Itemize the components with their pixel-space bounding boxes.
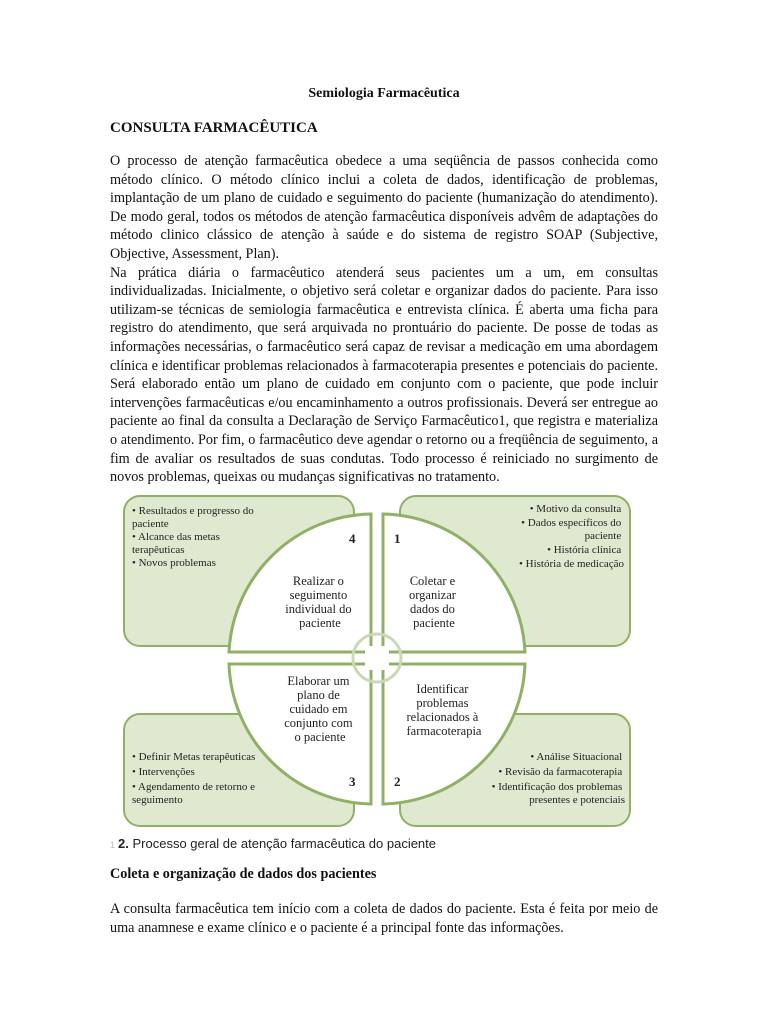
paragraph-1: O processo de atenção farmacêutica obedece a uma seqüência de passos conhecida como método clínico. O método clínico inclui a coleta de dados, identificação de problemas, implantação de um plano de cuidado e seguimento do paciente (humanização do atendimento). De modo geral, todos os métodos de atenção farmacêutica disponíveis advêm de adaptações do método clinico clássico de atenção à saúde e do sistema de registro SOAP (Subjective, Objective, Assessment, Plan). xyxy=(110,153,658,262)
caption-number: 2. xyxy=(118,836,129,851)
caption-prefix: 1 xyxy=(110,840,116,850)
quadrant-4-number: 4 xyxy=(349,531,356,546)
figure-caption xyxy=(110,836,436,851)
quadrant-4-label: Realizar o seguimento individual do paciente xyxy=(285,574,352,630)
quadrant-3-label: Elaborar um plano de cuidado em conjunto com o paciente xyxy=(284,674,353,744)
section-heading: CONSULTA FARMACÊUTICA xyxy=(110,120,318,136)
box-bottom-right-text: • Análise Situacional • Revisão da farmacoterapia • Identificação dos problemas presentes e potenciais xyxy=(491,751,625,806)
caption-text: Processo geral de atenção farmacêutica do paciente xyxy=(132,836,437,851)
paragraph-3: A consulta farmacêutica tem início com a coleta de dados do paciente. Esta é feita por meio de uma anamnese e exame clínico e o paciente é a principal fonte das informações. xyxy=(110,901,658,936)
quadrant-1-label: Coletar e organizar dados do paciente xyxy=(408,574,456,630)
process-diagram xyxy=(110,488,658,833)
document-title: Semiologia Farmacêutica xyxy=(308,86,460,101)
box-bottom-left-text: • Definir Metas terapêuticas • Intervenções • Agendamento de retorno e seguimento xyxy=(132,751,256,806)
body-text xyxy=(110,152,658,487)
quadrant-3-number: 3 xyxy=(349,774,356,789)
quadrant-2-label: Identificar problemas relacionados à farmacoterapia xyxy=(406,682,482,738)
quadrant-1-number: 1 xyxy=(394,531,401,546)
paragraph-2: Na prática diária o farmacêutico atenderá seus pacientes um a um, em consultas individualizadas. Inicialmente, o objetivo será coletar e organizar dados do paciente. Para isso utilizam-se técnicas de semiologia farmacêutica e entrevista clínica. É aberta uma ficha para registro do atendimento, que será arquivada no prontuário do paciente. De posse de todas as informações necessárias, o farmacêutico será capaz de revisar a medicação em uma abordagem clínica e identificar problemas relacionados à farmacoterapia presentes e potenciais do paciente. Será elaborado então um plano de cuidado em conjunto com o paciente, que pode incluir intervenções farmacêuticas e/ou encaminhamento a outros profissionais. Deverá ser entregue ao paciente ao final da consulta a Declaração de Serviço Farmacêutico1, que registra e materializa o atendimento. Por fim, o farmacêutico deve agendar o retorno ou a freqüência de seguimento, a fim de avaliar os resultados de suas condutas. Todo processo é reiniciado no surgimento de novos problemas, queixas ou mudanças significativas no tratamento. xyxy=(110,264,658,486)
box-top-left-text: • Resultados e progresso do paciente • Alcance das metas terapêuticas • Novos problemas xyxy=(132,505,254,569)
quadrant-2-number: 2 xyxy=(394,774,401,789)
subsection-heading: Coleta e organização de dados dos pacientes xyxy=(110,866,377,882)
box-top-right-text: • Motivo da consulta • Dados específicos do paciente • História clínica • História de medicação xyxy=(519,503,624,570)
